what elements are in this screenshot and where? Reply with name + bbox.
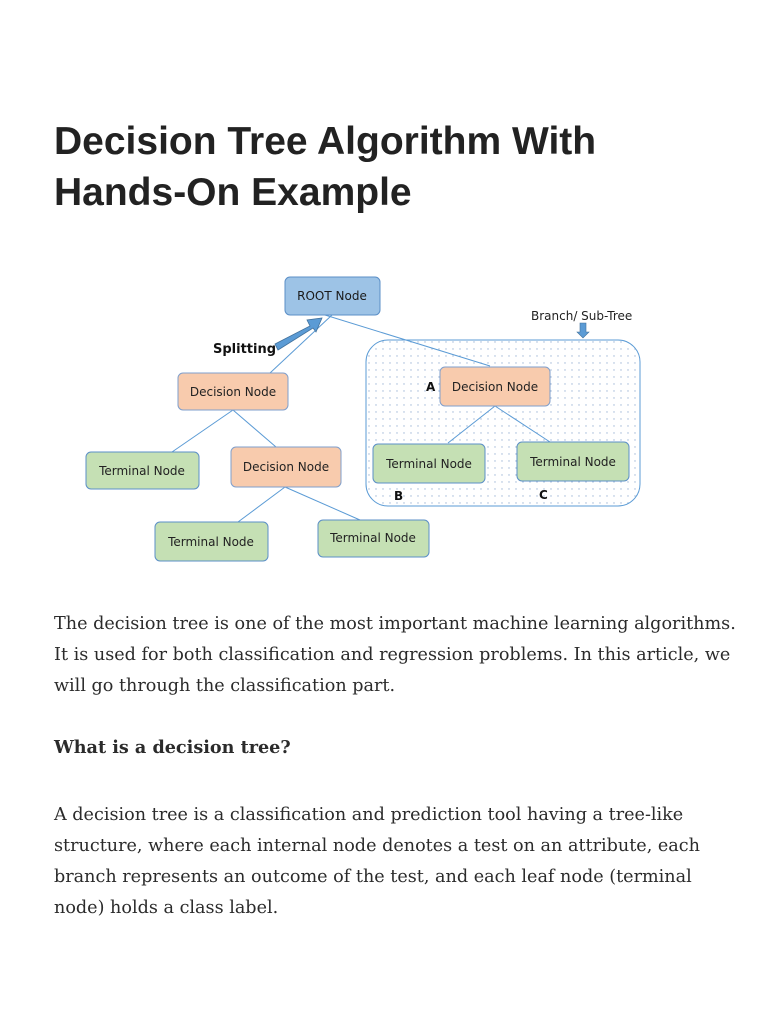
branch-subtree-label: Branch/ Sub-Tree xyxy=(531,309,633,323)
decision-node xyxy=(231,447,341,487)
intro-paragraph: The decision tree is one of the most important machine learning algorithms. It is used for both classification and regression problems. In this article, we will go through the classification part. xyxy=(54,614,736,696)
splitting-label: Splitting xyxy=(213,342,277,357)
terminal-node xyxy=(318,520,429,557)
root-node xyxy=(285,277,380,315)
marker-b-label: B xyxy=(394,489,404,503)
definition-paragraph: A decision tree is a classification and prediction tool having a tree-like structure, where each internal node denotes a test on an attribute, each branch represents an outcome of the test, and each leaf node (terminal node) holds a class label. xyxy=(54,805,700,918)
decision-node-a xyxy=(440,367,550,406)
decision-node-label: Decision Node xyxy=(242,460,330,474)
terminal-node-label: Terminal Node xyxy=(330,531,416,545)
decision-node-label: Decision Node xyxy=(189,385,277,399)
decision-node xyxy=(178,373,288,410)
marker-c-label: C xyxy=(539,488,548,502)
root-node-label: ROOT Node xyxy=(297,289,367,303)
section-heading: What is a decision tree? xyxy=(54,737,291,758)
marker-a-label: A xyxy=(426,380,436,394)
terminal-node-b xyxy=(373,444,485,483)
terminal-node-label: Terminal Node xyxy=(530,455,616,469)
terminal-node xyxy=(155,522,268,561)
branch-down-arrow-icon xyxy=(577,323,589,338)
terminal-node-c xyxy=(517,442,629,481)
terminal-node xyxy=(86,452,199,489)
terminal-node-label: Terminal Node xyxy=(386,457,472,471)
decision-tree-diagram xyxy=(80,270,650,570)
terminal-node-label: Terminal Node xyxy=(99,464,185,478)
terminal-node-label: Terminal Node xyxy=(168,535,254,549)
splitting-arrow-icon xyxy=(275,318,322,350)
article-title: Decision Tree Algorithm With Hands-On Example xyxy=(54,120,597,214)
decision-node-label: Decision Node xyxy=(451,380,539,394)
